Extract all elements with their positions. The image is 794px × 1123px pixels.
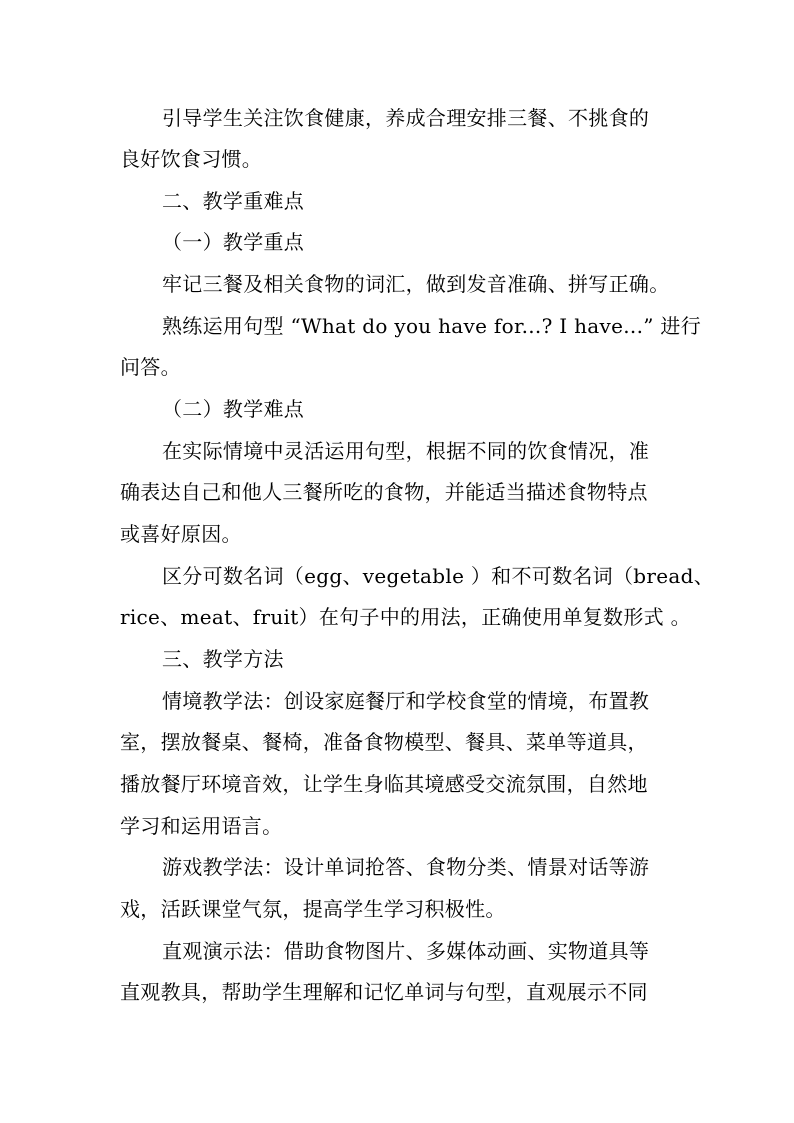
text-line: 熟练运用句型 “What do you have for...? I have...” 进行 — [162, 314, 702, 338]
text-line: 学习和运用语言。 — [120, 814, 283, 838]
text-line: 直观教具，帮助学生理解和记忆单词与句型，直观展示不同 — [120, 980, 648, 1004]
subsection-heading: （二）教学难点 — [162, 397, 305, 421]
text-line: 游戏教学法：设计单词抢答、食物分类、情景对话等游 — [162, 855, 650, 879]
text-line: 室，摆放餐桌、餐椅，准备食物模型、餐具、菜单等道具， — [120, 730, 648, 754]
text-line: 区分可数名词（egg、vegetable ）和不可数名词（bread、 — [162, 564, 714, 588]
text-line: rice、meat、fruit）在句子中的用法，正确使用单复数形式 。 — [120, 605, 691, 629]
text-line: 直观演示法：借助食物图片、多媒体动画、实物道具等 — [162, 939, 650, 963]
text-line: 或喜好原因。 — [120, 522, 242, 546]
section-heading: 二、教学重难点 — [162, 189, 305, 213]
subsection-heading: （一）教学重点 — [162, 230, 305, 254]
text-line: 确表达自己和他人三餐所吃的食物，并能适当描述食物特点 — [120, 480, 648, 504]
text-line: 播放餐厅环境音效，让学生身临其境感受交流氛围，自然地 — [120, 772, 648, 796]
text-line: 情境教学法：创设家庭餐厅和学校食堂的情境，布置教 — [162, 689, 650, 713]
text-line: 在实际情境中灵活运用句型，根据不同的饮食情况，准 — [162, 439, 650, 463]
section-heading: 三、教学方法 — [162, 647, 284, 671]
text-line: 良好饮食习惯。 — [120, 147, 263, 171]
text-line: 问答。 — [120, 355, 181, 379]
text-line: 戏，活跃课堂气氛，提高学生学习积极性。 — [120, 897, 506, 921]
text-line: 引导学生关注饮食健康，养成合理安排三餐、不挑食的 — [162, 106, 650, 130]
text-line: 牢记三餐及相关食物的词汇，做到发音准确、拼写正确。 — [162, 272, 670, 296]
